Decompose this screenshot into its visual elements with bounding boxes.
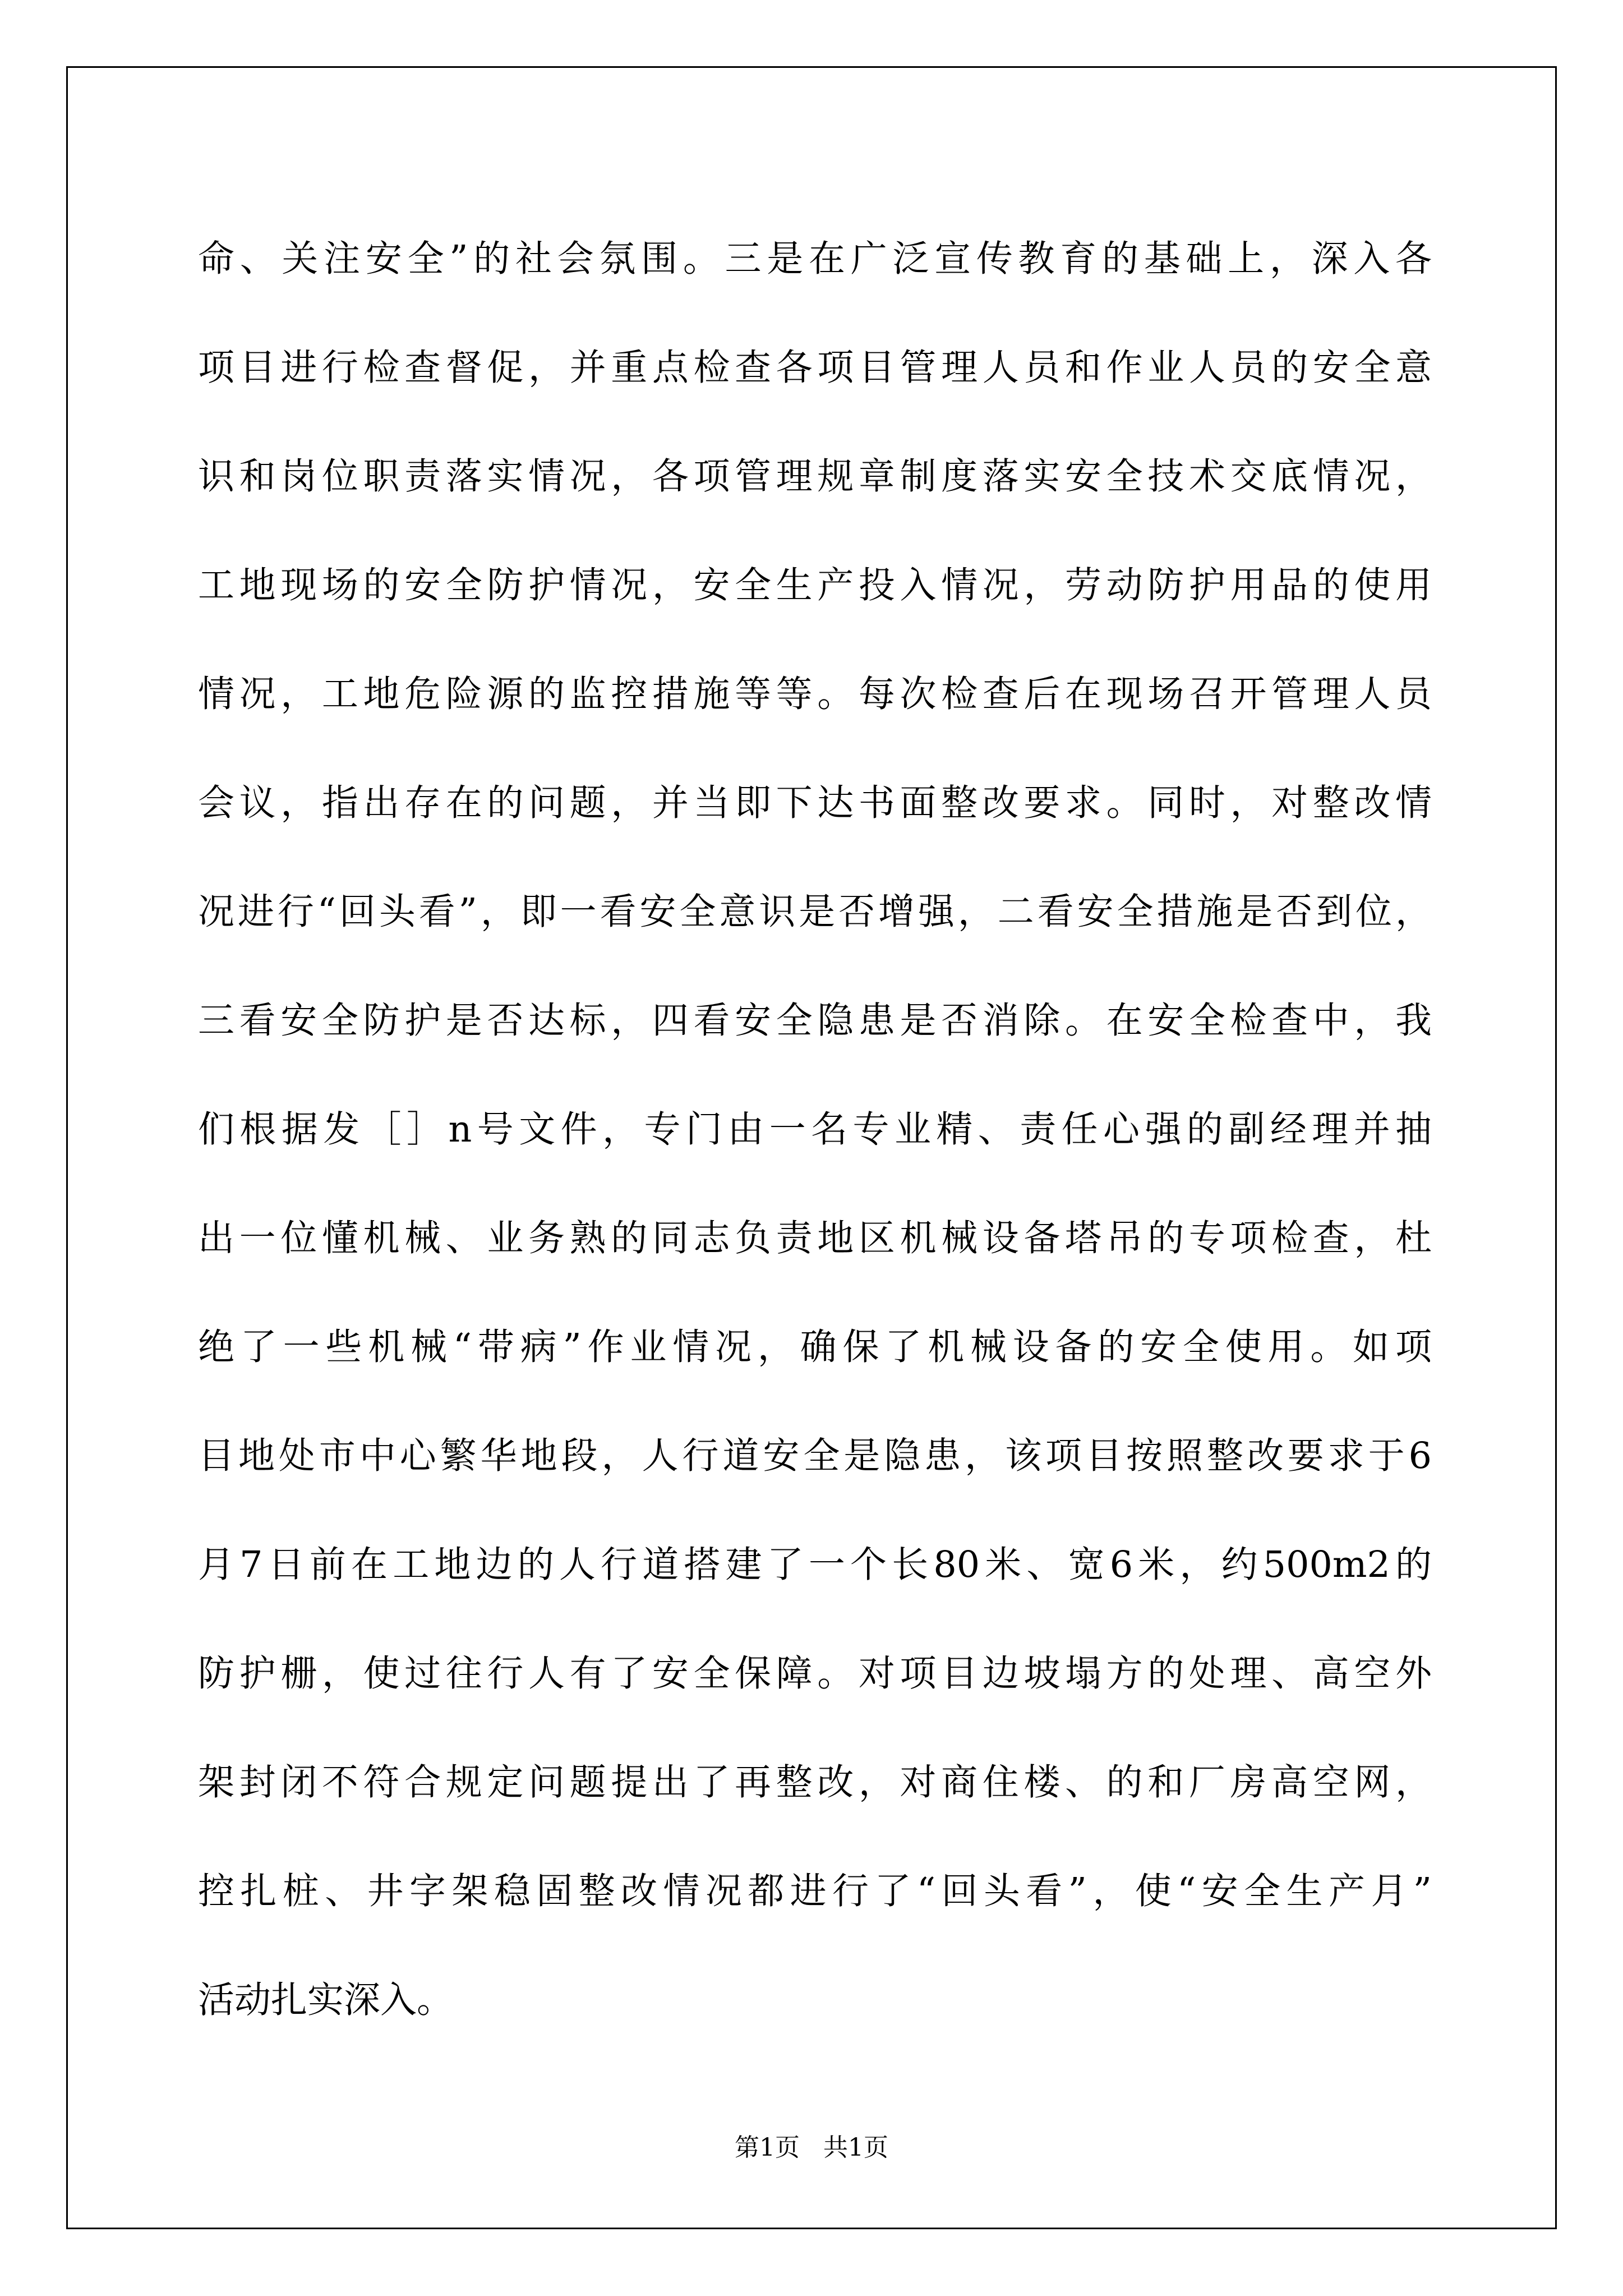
- page-number: 第1页 共1页: [735, 2133, 888, 2162]
- text-line: 架封闭不符合规定问题提出了再整改，对商住楼、的和厂房高空网，: [198, 1761, 1432, 1803]
- document-body: [198, 205, 1432, 2055]
- text-line: 绝了一些机械“带病”作业情况，确保了机械设备的安全使用。如项: [198, 1326, 1432, 1368]
- text-line: 工地现场的安全防护情况，安全生产投入情况，劳动防护用品的使用: [198, 564, 1432, 606]
- text-line: 会议，指出存在的问题，并当即下达书面整改要求。同时，对整改情: [198, 782, 1432, 824]
- text-line: 三看安全防护是否达标，四看安全隐患是否消除。在安全检查中，我: [198, 1000, 1432, 1042]
- text-line: 目地处市中心繁华地段，人行道安全是隐患，该项目按照整改要求于6: [198, 1435, 1432, 1477]
- text-line: 活动扎实深入。: [198, 1979, 454, 2021]
- text-line: 防护栅，使过往行人有了安全保障。对项目边坡塌方的处理、高空外: [198, 1653, 1432, 1695]
- text-line: 情况，工地危险源的监控措施等等。每次检查后在现场召开管理人员: [198, 673, 1432, 715]
- text-line: 命、关注安全”的社会氛围。三是在广泛宣传教育的基础上，深入各: [198, 238, 1432, 280]
- text-line: 控扎桩、井字架稳固整改情况都进行了“回头看”，使“安全生产月”: [198, 1870, 1432, 1912]
- text-line: 月7日前在工地边的人行道搭建了一个长80米、宽6米，约500m2的: [198, 1544, 1432, 1586]
- text-line: 况进行“回头看”，即一看安全意识是否增强，二看安全措施是否到位，: [198, 891, 1432, 933]
- text-line: 出一位懂机械、业务熟的同志负责地区机械设备塔吊的专项检查，杜: [198, 1217, 1432, 1259]
- text-line: 们根据发［］n号文件，专门由一名专业精、责任心强的副经理并抽: [198, 1108, 1432, 1151]
- text-line: 项目进行检查督促，并重点检查各项目管理人员和作业人员的安全意: [198, 347, 1432, 389]
- text-line: 识和岗位职责落实情况，各项管理规章制度落实安全技术交底情况，: [198, 455, 1432, 498]
